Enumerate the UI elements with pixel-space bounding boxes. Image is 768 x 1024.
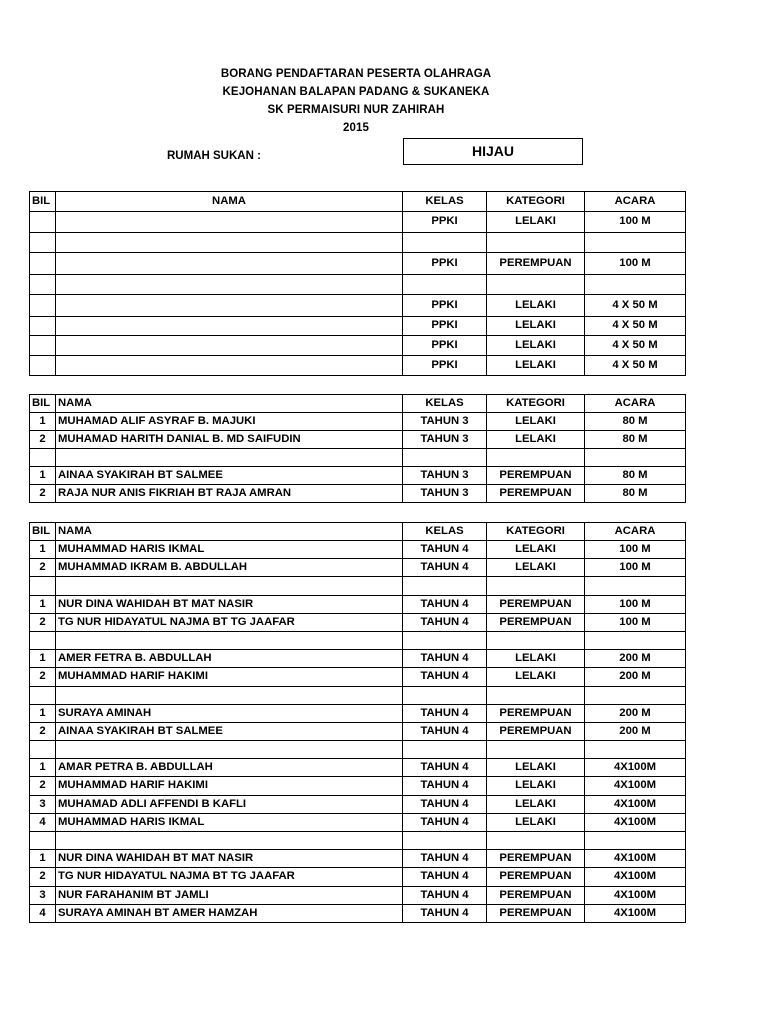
- bil-cell: 2: [30, 777, 56, 795]
- bil-cell: 3: [30, 795, 56, 813]
- nama-cell: TG NUR HIDAYATUL NAJMA BT TG JAAFAR: [56, 868, 403, 886]
- acara-cell: 100 M: [585, 595, 686, 613]
- kategori-cell: [487, 449, 585, 467]
- kategori-cell: [487, 832, 585, 850]
- kategori-cell: LELAKI: [487, 668, 585, 686]
- acara-cell: 200 M: [585, 722, 686, 740]
- bil-cell: 2: [30, 559, 56, 577]
- event-title: KEJOHANAN BALAPAN PADANG & SUKANEKA: [222, 86, 490, 98]
- nama-cell: AMAR PETRA B. ABDULLAH: [56, 759, 403, 777]
- acara-cell: 4X100M: [585, 795, 686, 813]
- year-label: 2015: [343, 122, 369, 134]
- nama-cell: [56, 317, 403, 336]
- table-row: [30, 795, 686, 813]
- bil-cell: 2: [30, 868, 56, 886]
- bil-cell: [30, 253, 56, 275]
- kategori-header: KATEGORI: [487, 395, 585, 413]
- acara-cell: 4X100M: [585, 868, 686, 886]
- bil-cell: 1: [30, 595, 56, 613]
- table-row: [30, 467, 686, 485]
- table-row: [30, 631, 686, 649]
- kategori-cell: [487, 233, 585, 253]
- nama-cell: NUR DINA WAHIDAH BT MAT NASIR: [56, 595, 403, 613]
- acara-cell: [585, 741, 686, 759]
- table-row: [30, 759, 686, 777]
- bil-cell: [30, 295, 56, 317]
- bil-cell: 2: [30, 613, 56, 631]
- kelas-cell: TAHUN 4: [403, 868, 487, 886]
- kelas-cell: PPKI: [403, 253, 487, 275]
- acara-cell: 200 M: [585, 668, 686, 686]
- table-row: [30, 577, 686, 595]
- kategori-cell: PEREMPUAN: [487, 868, 585, 886]
- kategori-cell: LELAKI: [487, 413, 585, 431]
- nama-cell: [56, 686, 403, 704]
- nama-cell: SURAYA AMINAH: [56, 704, 403, 722]
- kelas-cell: TAHUN 4: [403, 904, 487, 922]
- nama-header: NAMA: [56, 192, 403, 212]
- bil-cell: 1: [30, 541, 56, 559]
- kategori-cell: LELAKI: [487, 777, 585, 795]
- kategori-cell: LELAKI: [487, 541, 585, 559]
- bil-cell: [30, 317, 56, 336]
- table-row: [30, 485, 686, 503]
- rumah-sukan-label: RUMAH SUKAN :: [167, 150, 261, 162]
- bil-cell: 4: [30, 904, 56, 922]
- nama-cell: AINAA SYAKIRAH BT SALMEE: [56, 467, 403, 485]
- acara-cell: 4X100M: [585, 886, 686, 904]
- table-row: [30, 613, 686, 631]
- kelas-cell: TAHUN 4: [403, 704, 487, 722]
- kategori-cell: PEREMPUAN: [487, 886, 585, 904]
- bil-cell: [30, 212, 56, 233]
- kelas-cell: PPKI: [403, 212, 487, 233]
- kategori-header: KATEGORI: [487, 192, 585, 212]
- bil-cell: 2: [30, 668, 56, 686]
- nama-cell: [56, 233, 403, 253]
- acara-header: ACARA: [585, 523, 686, 541]
- table-row: [30, 275, 686, 295]
- kategori-cell: LELAKI: [487, 795, 585, 813]
- table-row: [30, 650, 686, 668]
- table-row: [30, 253, 686, 275]
- kelas-header: KELAS: [403, 395, 487, 413]
- nama-cell: MUHAMAD ADLI AFFENDI B KAFLI: [56, 795, 403, 813]
- nama-cell: [56, 295, 403, 317]
- kelas-header: KELAS: [403, 192, 487, 212]
- kelas-cell: TAHUN 3: [403, 413, 487, 431]
- table-row: [30, 741, 686, 759]
- nama-header: NAMA: [56, 523, 403, 541]
- nama-cell: AINAA SYAKIRAH BT SALMEE: [56, 722, 403, 740]
- kategori-cell: PEREMPUAN: [487, 595, 585, 613]
- acara-header: ACARA: [585, 395, 686, 413]
- table-row: [30, 704, 686, 722]
- kelas-cell: TAHUN 3: [403, 467, 487, 485]
- bil-cell: 2: [30, 485, 56, 503]
- kategori-cell: [487, 577, 585, 595]
- kategori-cell: [487, 686, 585, 704]
- bil-cell: 1: [30, 650, 56, 668]
- bil-header: BIL: [30, 192, 56, 212]
- acara-cell: 200 M: [585, 704, 686, 722]
- nama-cell: [56, 832, 403, 850]
- kelas-cell: TAHUN 4: [403, 559, 487, 577]
- nama-cell: [56, 336, 403, 356]
- table-row: [30, 813, 686, 831]
- kelas-cell: [403, 275, 487, 295]
- kelas-cell: TAHUN 4: [403, 722, 487, 740]
- kategori-cell: PEREMPUAN: [487, 485, 585, 503]
- bil-cell: [30, 449, 56, 467]
- kelas-cell: PPKI: [403, 295, 487, 317]
- bil-cell: [30, 631, 56, 649]
- kelas-cell: [403, 577, 487, 595]
- bil-cell: 1: [30, 413, 56, 431]
- bil-cell: 1: [30, 759, 56, 777]
- table-row: [30, 832, 686, 850]
- kelas-cell: TAHUN 4: [403, 777, 487, 795]
- table-row: [30, 595, 686, 613]
- table-row: [30, 686, 686, 704]
- kelas-cell: TAHUN 4: [403, 541, 487, 559]
- table-header-row: [30, 192, 686, 212]
- nama-cell: SURAYA AMINAH BT AMER HAMZAH: [56, 904, 403, 922]
- bil-cell: 4: [30, 813, 56, 831]
- nama-cell: RAJA NUR ANIS FIKRIAH BT RAJA AMRAN: [56, 485, 403, 503]
- kelas-cell: TAHUN 4: [403, 759, 487, 777]
- acara-cell: 4X100M: [585, 777, 686, 795]
- nama-cell: [56, 212, 403, 233]
- kategori-cell: PEREMPUAN: [487, 467, 585, 485]
- acara-cell: [585, 832, 686, 850]
- table-row: [30, 212, 686, 233]
- bil-cell: [30, 741, 56, 759]
- bil-cell: [30, 336, 56, 356]
- table-row: [30, 413, 686, 431]
- acara-cell: 4X100M: [585, 813, 686, 831]
- acara-cell: 80 M: [585, 431, 686, 449]
- table-row: [30, 722, 686, 740]
- acara-cell: 200 M: [585, 650, 686, 668]
- table-header-row: [30, 395, 686, 413]
- kategori-cell: PEREMPUAN: [487, 613, 585, 631]
- kategori-cell: PEREMPUAN: [487, 704, 585, 722]
- kelas-cell: TAHUN 3: [403, 431, 487, 449]
- bil-cell: 2: [30, 431, 56, 449]
- table-row: [30, 668, 686, 686]
- bil-cell: [30, 233, 56, 253]
- kelas-cell: PPKI: [403, 317, 487, 336]
- nama-cell: [56, 275, 403, 295]
- kelas-cell: [403, 233, 487, 253]
- bil-header: BIL: [30, 395, 56, 413]
- bil-cell: 2: [30, 722, 56, 740]
- nama-header: NAMA: [56, 395, 403, 413]
- kategori-cell: LELAKI: [487, 356, 585, 376]
- nama-cell: MUHAMMAD HARIS IKMAL: [56, 541, 403, 559]
- nama-cell: MUHAMMAD HARIS IKMAL: [56, 813, 403, 831]
- bil-cell: [30, 356, 56, 376]
- acara-cell: 4 X 50 M: [585, 336, 686, 356]
- kategori-cell: [487, 275, 585, 295]
- kelas-cell: TAHUN 4: [403, 595, 487, 613]
- nama-cell: [56, 631, 403, 649]
- table-row: [30, 886, 686, 904]
- acara-cell: 100 M: [585, 253, 686, 275]
- tahun4-registration-table: [29, 522, 686, 923]
- nama-cell: [56, 253, 403, 275]
- kelas-cell: TAHUN 4: [403, 850, 487, 868]
- kategori-cell: PEREMPUAN: [487, 253, 585, 275]
- bil-cell: 3: [30, 886, 56, 904]
- table-row: [30, 317, 686, 336]
- tahun3-registration-table: [29, 394, 686, 503]
- acara-cell: [585, 449, 686, 467]
- acara-cell: 4 X 50 M: [585, 317, 686, 336]
- acara-cell: 4X100M: [585, 759, 686, 777]
- kategori-header: KATEGORI: [487, 523, 585, 541]
- kelas-cell: TAHUN 4: [403, 886, 487, 904]
- table-row: [30, 233, 686, 253]
- nama-cell: MUHAMMAD HARIF HAKIMI: [56, 777, 403, 795]
- kategori-cell: [487, 631, 585, 649]
- nama-cell: TG NUR HIDAYATUL NAJMA BT TG JAAFAR: [56, 613, 403, 631]
- bil-cell: 1: [30, 850, 56, 868]
- kategori-cell: [487, 741, 585, 759]
- nama-cell: [56, 356, 403, 376]
- acara-cell: [585, 233, 686, 253]
- nama-cell: MUHAMAD HARITH DANIAL B. MD SAIFUDIN: [56, 431, 403, 449]
- kelas-cell: [403, 686, 487, 704]
- nama-cell: [56, 741, 403, 759]
- table-row: [30, 777, 686, 795]
- kategori-cell: LELAKI: [487, 559, 585, 577]
- table-row: [30, 904, 686, 922]
- kategori-cell: LELAKI: [487, 650, 585, 668]
- kategori-cell: LELAKI: [487, 295, 585, 317]
- nama-cell: [56, 449, 403, 467]
- acara-cell: [585, 275, 686, 295]
- bil-cell: [30, 577, 56, 595]
- table-row: [30, 431, 686, 449]
- table-row: [30, 541, 686, 559]
- kategori-cell: PEREMPUAN: [487, 850, 585, 868]
- school-name: SK PERMAISURI NUR ZAHIRAH: [267, 104, 445, 116]
- acara-cell: 4 X 50 M: [585, 356, 686, 376]
- acara-cell: 4 X 50 M: [585, 295, 686, 317]
- kategori-cell: LELAKI: [487, 431, 585, 449]
- table-row: [30, 868, 686, 886]
- acara-cell: 100 M: [585, 559, 686, 577]
- kelas-cell: TAHUN 4: [403, 613, 487, 631]
- table-row: [30, 356, 686, 376]
- kategori-cell: PEREMPUAN: [487, 904, 585, 922]
- acara-cell: [585, 686, 686, 704]
- kategori-cell: LELAKI: [487, 759, 585, 777]
- acara-cell: [585, 577, 686, 595]
- nama-cell: NUR DINA WAHIDAH BT MAT NASIR: [56, 850, 403, 868]
- kategori-cell: LELAKI: [487, 336, 585, 356]
- acara-cell: 80 M: [585, 413, 686, 431]
- acara-cell: 4X100M: [585, 850, 686, 868]
- bil-cell: 1: [30, 467, 56, 485]
- kelas-cell: TAHUN 4: [403, 813, 487, 831]
- bil-cell: [30, 832, 56, 850]
- acara-cell: 100 M: [585, 613, 686, 631]
- table-row: [30, 850, 686, 868]
- kelas-cell: PPKI: [403, 356, 487, 376]
- kelas-cell: [403, 631, 487, 649]
- bil-header: BIL: [30, 523, 56, 541]
- table-row: [30, 559, 686, 577]
- acara-cell: 80 M: [585, 485, 686, 503]
- ppki-registration-table: [29, 191, 686, 376]
- kategori-cell: PEREMPUAN: [487, 722, 585, 740]
- form-title: BORANG PENDAFTARAN PESERTA OLAHRAGA: [220, 68, 492, 80]
- nama-cell: MUHAMMAD IKRAM B. ABDULLAH: [56, 559, 403, 577]
- kelas-cell: TAHUN 4: [403, 650, 487, 668]
- kategori-cell: LELAKI: [487, 317, 585, 336]
- acara-cell: 100 M: [585, 212, 686, 233]
- table-header-row: [30, 523, 686, 541]
- nama-cell: AMER FETRA B. ABDULLAH: [56, 650, 403, 668]
- kelas-cell: PPKI: [403, 336, 487, 356]
- bil-cell: 1: [30, 704, 56, 722]
- nama-cell: [56, 577, 403, 595]
- acara-header: ACARA: [585, 192, 686, 212]
- table-row: [30, 336, 686, 356]
- acara-cell: 4X100M: [585, 904, 686, 922]
- kelas-cell: TAHUN 3: [403, 485, 487, 503]
- acara-cell: [585, 631, 686, 649]
- kategori-cell: LELAKI: [487, 212, 585, 233]
- nama-cell: NUR FARAHANIM BT JAMLI: [56, 886, 403, 904]
- kategori-cell: LELAKI: [487, 813, 585, 831]
- table-row: [30, 295, 686, 317]
- kelas-cell: TAHUN 4: [403, 795, 487, 813]
- acara-cell: 100 M: [585, 541, 686, 559]
- acara-cell: 80 M: [585, 467, 686, 485]
- bil-cell: [30, 686, 56, 704]
- kelas-cell: TAHUN 4: [403, 668, 487, 686]
- kelas-header: KELAS: [403, 523, 487, 541]
- nama-cell: MUHAMMAD HARIF HAKIMI: [56, 668, 403, 686]
- bil-cell: [30, 275, 56, 295]
- table-row: [30, 449, 686, 467]
- nama-cell: MUHAMAD ALIF ASYRAF B. MAJUKI: [56, 413, 403, 431]
- kelas-cell: [403, 832, 487, 850]
- rumah-sukan-value: HIJAU: [403, 138, 583, 165]
- kelas-cell: [403, 741, 487, 759]
- kelas-cell: [403, 449, 487, 467]
